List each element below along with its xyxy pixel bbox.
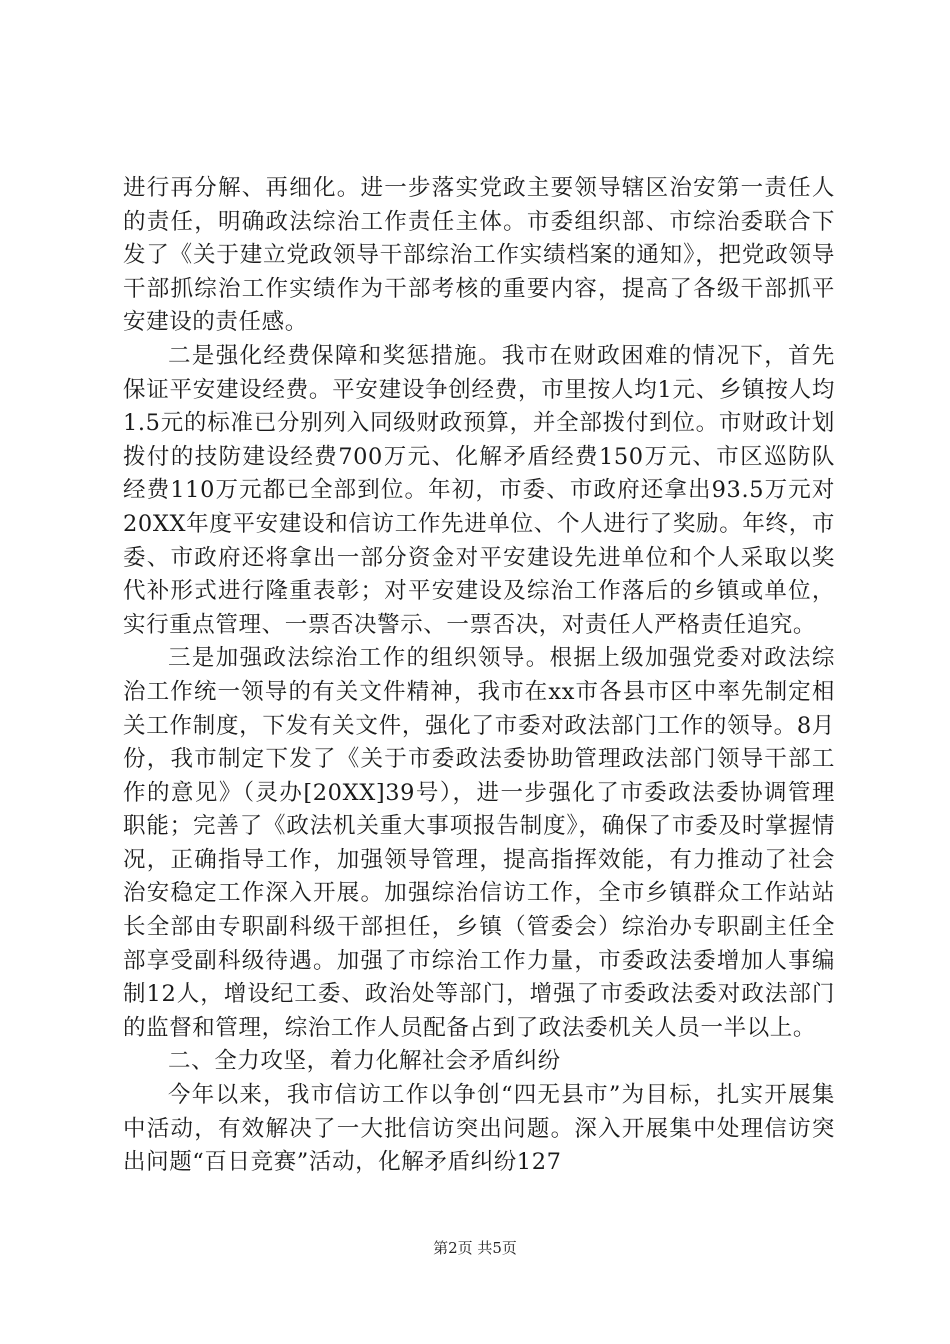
page-footer: 第2页 共5页	[433, 1239, 517, 1257]
paragraph-continuation: 进行再分解、再细化。进一步落实党政主要领导辖区治安第一责任人的责任，明确政法综治工作责任主体。市委组织部、市综治委联合下发了《关于建立党政领导干部综治工作实绩档案的通知》，把党政领导干部抓综治工作实绩作为干部考核的重要内容，提高了各级干部抓平安建设的责任感。	[123, 175, 835, 336]
section-heading: 二、全力攻坚，着力化解社会矛盾纠纷	[168, 1048, 561, 1075]
paragraph-leadership: 三是加强政法综治工作的组织领导。根据上级加强党委对政法综治工作统一领导的有关文件精神，我市在xx市各县市区中率先制定相关工作制度，下发有关文件，强化了市委对政法部门工作的领导。8月份，我市制定下发了《关于市委政法委协助管理政法部门领导干部工作的意见》（灵办[20XX]39号），进一步强化了市委政法委协调管理职能；完善了《政法机关重大事项报告制度》，确保了市委及时掌握情况，正确指导工作，加强领导管理，提高指挥效能，有力推动了社会治安稳定工作深入开展。加强综治信访工作，全市乡镇群众工作站站长全部由专职副科级干部担任，乡镇（管委会）综治办专职副主任全部享受副科级待遇。加强了市综治工作力量，市委政法委增加人事编制12人，增设纪工委、政治处等部门，增强了市委政法委对政法部门的监督和管理，综治工作人员配备占到了政法委机关人员一半以上。	[123, 645, 835, 1041]
document-body	[123, 172, 835, 1180]
paragraph-funding: 二是强化经费保障和奖惩措施。我市在财政困难的情况下，首先保证平安建设经费。平安建设争创经费，市里按人均1元、乡镇按人均1.5元的标准已分别列入同级财政预算，并全部拨付到位。市财政计划拨付的技防建设经费700万元、化解矛盾经费150万元、市区巡防队经费110万元都已全部到位。年初，市委、市政府还拿出93.5万元对20XX年度平安建设和信访工作先进单位、个人进行了奖励。年终，市委、市政府还将拿出一部分资金对平安建设先进单位和个人采取以奖代补形式进行隆重表彰；对平安建设及综治工作落后的乡镇或单位，实行重点管理、一票否决警示、一票否决，对责任人严格责任追究。	[123, 342, 835, 638]
paragraph-petition: 今年以来，我市信访工作以争创“四无县市”为目标，扎实开展集中活动，有效解决了一大批信访突出问题。深入开展集中处理信访突出问题“百日竞赛”活动，化解矛盾纠纷127	[123, 1082, 835, 1176]
